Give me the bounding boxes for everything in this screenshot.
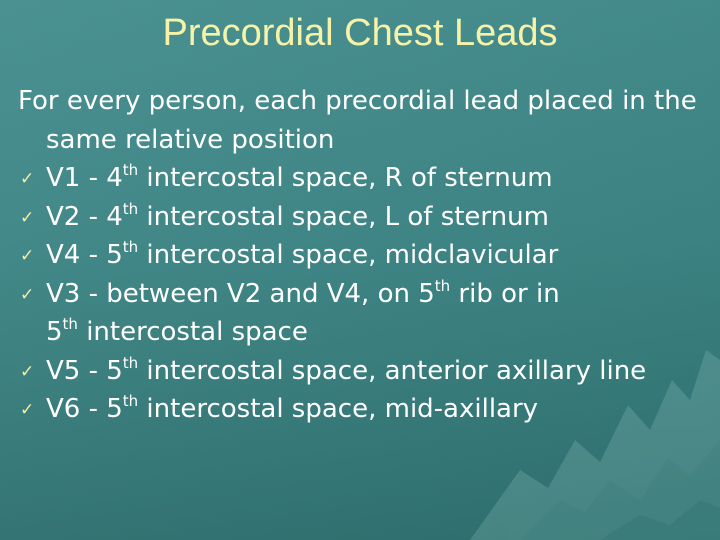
slide-title: Precordial Chest Leads [162, 12, 558, 54]
list-item: ✓ V5 - 5th intercostal space, anterior axillary line [18, 352, 718, 391]
list-item: ✓ V4 - 5th intercostal space, midclavicular [18, 236, 718, 275]
list-item: ✓ V2 - 4th intercostal space, L of sternum [18, 198, 718, 237]
list-item: ✓ V1 - 4th intercostal space, R of sternum [18, 159, 718, 198]
bullet-list [18, 159, 718, 429]
check-icon: ✓ [20, 284, 35, 305]
check-icon: ✓ [20, 207, 35, 228]
check-icon: ✓ [20, 400, 35, 420]
slide-body [18, 82, 718, 429]
list-item: ✓ V3 - between V2 and V4, on 5th rib or in 5th intercostal space [20, 276, 560, 347]
list-item: ✓ V6 - 5th intercostal space, mid-axillary [18, 390, 718, 429]
intro-text: For every person, each precordial lead placed in the same relative position [18, 86, 697, 155]
check-icon: ✓ [20, 246, 35, 266]
check-icon: ✓ [20, 169, 35, 189]
check-icon: ✓ [20, 361, 35, 382]
